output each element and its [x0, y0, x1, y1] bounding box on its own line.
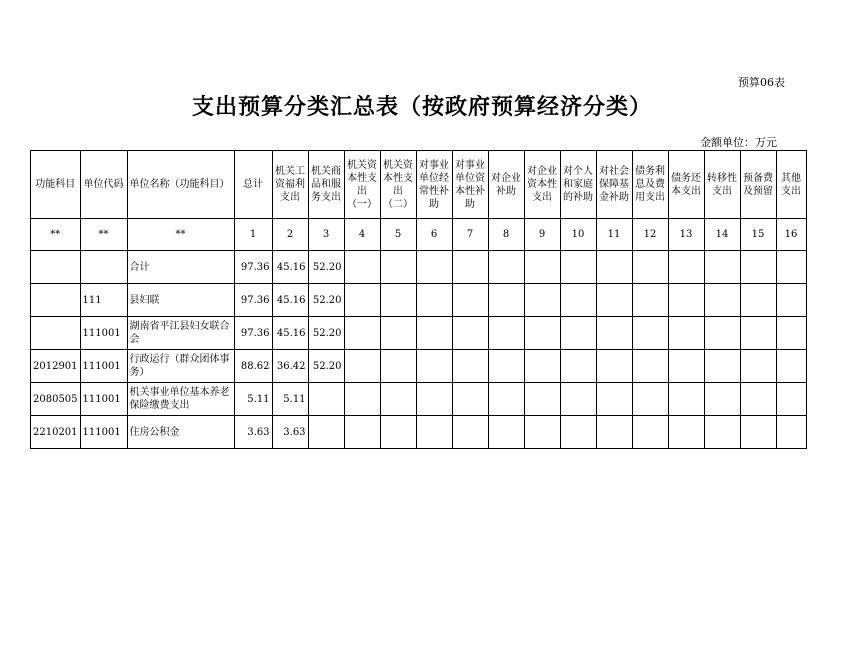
column-header: 预备费及预留 — [740, 151, 776, 219]
table-cell — [488, 416, 524, 449]
table-cell — [596, 383, 632, 416]
index-row — [31, 219, 807, 251]
index-cell: 6 — [416, 219, 452, 251]
table-cell — [31, 284, 81, 317]
index-cell: 1 — [234, 219, 272, 251]
index-cell: 16 — [776, 219, 806, 251]
table-cell — [668, 284, 704, 317]
index-cell: 3 — [308, 219, 344, 251]
table-cell — [632, 251, 668, 284]
table-cell — [596, 317, 632, 350]
table-cell — [596, 350, 632, 383]
table-cell — [31, 251, 81, 284]
table-cell — [344, 284, 380, 317]
table-cell — [488, 317, 524, 350]
table-cell: 97.36 — [234, 317, 272, 350]
table-cell — [380, 416, 416, 449]
table-cell — [740, 317, 776, 350]
table-cell: 3.63 — [234, 416, 272, 449]
table-cell — [452, 383, 488, 416]
table-cell — [776, 317, 806, 350]
table-cell — [380, 350, 416, 383]
index-cell: 4 — [344, 219, 380, 251]
table-cell — [776, 284, 806, 317]
table-cell — [560, 251, 596, 284]
column-header: 其他支出 — [776, 151, 806, 219]
table-cell: 45.16 — [272, 284, 308, 317]
table-cell: 97.36 — [234, 251, 272, 284]
table-cell — [632, 350, 668, 383]
table-cell: 合计 — [127, 251, 234, 284]
column-header: 对个人和家庭的补助 — [560, 151, 596, 219]
column-header: 对社会保障基金补助 — [596, 151, 632, 219]
table-cell — [740, 416, 776, 449]
table-cell — [560, 317, 596, 350]
table-cell: 县妇联 — [127, 284, 234, 317]
table-cell — [380, 251, 416, 284]
table-row — [31, 416, 807, 449]
column-header: 对企业补助 — [488, 151, 524, 219]
index-cell: 7 — [452, 219, 488, 251]
column-header: 机关商品和服务支出 — [308, 151, 344, 219]
table-cell: 111001 — [80, 317, 127, 350]
column-header: 转移性支出 — [704, 151, 740, 219]
table-cell — [632, 284, 668, 317]
table-cell — [776, 350, 806, 383]
table-row — [31, 284, 807, 317]
table-cell — [668, 251, 704, 284]
table-cell: 52.20 — [308, 317, 344, 350]
table-cell: 52.20 — [308, 251, 344, 284]
column-header: 机关工资福利支出 — [272, 151, 308, 219]
index-cell: 14 — [704, 219, 740, 251]
column-header: 功能科目 — [31, 151, 81, 219]
table-cell — [380, 383, 416, 416]
table-cell — [344, 383, 380, 416]
column-header: 机关资本性支出（一） — [344, 151, 380, 219]
table-cell — [704, 416, 740, 449]
budget-table — [30, 150, 807, 449]
table-cell — [416, 284, 452, 317]
index-cell: 2 — [272, 219, 308, 251]
index-cell: ** — [80, 219, 127, 251]
table-cell — [416, 416, 452, 449]
table-cell — [632, 383, 668, 416]
table-cell — [704, 383, 740, 416]
table-cell — [380, 284, 416, 317]
table-cell — [344, 251, 380, 284]
index-cell: 11 — [596, 219, 632, 251]
table-cell: 湖南省平江县妇女联合会 — [127, 317, 234, 350]
index-cell: ** — [127, 219, 234, 251]
table-cell: 45.16 — [272, 251, 308, 284]
table-cell — [668, 383, 704, 416]
table-cell — [776, 383, 806, 416]
table-cell — [704, 350, 740, 383]
table-cell: 111001 — [80, 350, 127, 383]
table-cell — [740, 383, 776, 416]
table-cell — [740, 251, 776, 284]
table-cell: 住房公积金 — [127, 416, 234, 449]
table-cell — [344, 416, 380, 449]
table-cell — [740, 350, 776, 383]
table-cell — [704, 251, 740, 284]
table-cell: 2210201 — [31, 416, 81, 449]
index-cell: 8 — [488, 219, 524, 251]
index-cell: 5 — [380, 219, 416, 251]
table-cell — [452, 317, 488, 350]
table-cell — [560, 284, 596, 317]
table-cell: 5.11 — [272, 383, 308, 416]
column-header: 机关资本性支出（二） — [380, 151, 416, 219]
table-cell — [416, 317, 452, 350]
index-cell: 13 — [668, 219, 704, 251]
table-cell — [31, 317, 81, 350]
table-cell — [344, 317, 380, 350]
index-cell: 12 — [632, 219, 668, 251]
table-cell: 88.62 — [234, 350, 272, 383]
table-cell — [668, 416, 704, 449]
table-cell: 97.36 — [234, 284, 272, 317]
table-row — [31, 350, 807, 383]
table-cell: 111001 — [80, 383, 127, 416]
table-cell: 行政运行（群众团体事务） — [127, 350, 234, 383]
column-header: 债务利息及费用支出 — [632, 151, 668, 219]
column-header: 单位代码 — [80, 151, 127, 219]
table-cell — [668, 350, 704, 383]
table-cell — [80, 251, 127, 284]
table-cell — [524, 317, 560, 350]
table-cell — [416, 350, 452, 383]
amount-unit: 金额单位：万元 — [700, 136, 777, 149]
table-cell — [632, 317, 668, 350]
header-row — [31, 151, 807, 219]
table-cell — [488, 284, 524, 317]
table-cell: 111 — [80, 284, 127, 317]
column-header: 对企业资本性支出 — [524, 151, 560, 219]
table-cell — [560, 416, 596, 449]
index-cell: 10 — [560, 219, 596, 251]
table-cell — [416, 383, 452, 416]
table-cell — [488, 251, 524, 284]
table-cell — [452, 284, 488, 317]
index-cell: ** — [31, 219, 81, 251]
column-header: 单位名称（功能科目） — [127, 151, 234, 219]
table-cell — [668, 317, 704, 350]
page-title: 支出预算分类汇总表（按政府预算经济分类） — [191, 94, 652, 120]
table-cell — [488, 350, 524, 383]
table-cell — [308, 416, 344, 449]
table-cell — [560, 350, 596, 383]
table-cell — [452, 416, 488, 449]
table-cell — [776, 416, 806, 449]
table-row — [31, 383, 807, 416]
table-cell — [560, 383, 596, 416]
table-cell — [524, 416, 560, 449]
table-cell — [452, 251, 488, 284]
column-header: 对事业单位经常性补助 — [416, 151, 452, 219]
table-cell: 36.42 — [272, 350, 308, 383]
table-cell — [596, 416, 632, 449]
table-cell: 5.11 — [234, 383, 272, 416]
table-row — [31, 317, 807, 350]
table-cell — [416, 251, 452, 284]
form-number: 预算06表 — [738, 76, 785, 89]
index-cell: 9 — [524, 219, 560, 251]
table-cell — [704, 284, 740, 317]
table-cell — [452, 350, 488, 383]
table-cell — [704, 317, 740, 350]
table-cell — [380, 317, 416, 350]
table-cell: 3.63 — [272, 416, 308, 449]
table-cell: 52.20 — [308, 284, 344, 317]
table-cell — [524, 284, 560, 317]
column-header: 债务还本支出 — [668, 151, 704, 219]
table-cell — [524, 383, 560, 416]
table-cell — [596, 251, 632, 284]
table-cell: 2080505 — [31, 383, 81, 416]
table-cell: 2012901 — [31, 350, 81, 383]
table-cell — [524, 350, 560, 383]
table-cell — [488, 383, 524, 416]
table-cell — [596, 284, 632, 317]
table-cell: 111001 — [80, 416, 127, 449]
table-cell — [632, 416, 668, 449]
table-row — [31, 251, 807, 284]
table-cell — [524, 251, 560, 284]
column-header: 对事业单位资本性补助 — [452, 151, 488, 219]
table-cell — [308, 383, 344, 416]
table-cell — [740, 284, 776, 317]
table-cell: 机关事业单位基本养老保险缴费支出 — [127, 383, 234, 416]
table-cell — [776, 251, 806, 284]
table-cell: 45.16 — [272, 317, 308, 350]
index-cell: 15 — [740, 219, 776, 251]
table-cell: 52.20 — [308, 350, 344, 383]
column-header: 总计 — [234, 151, 272, 219]
table-cell — [344, 350, 380, 383]
